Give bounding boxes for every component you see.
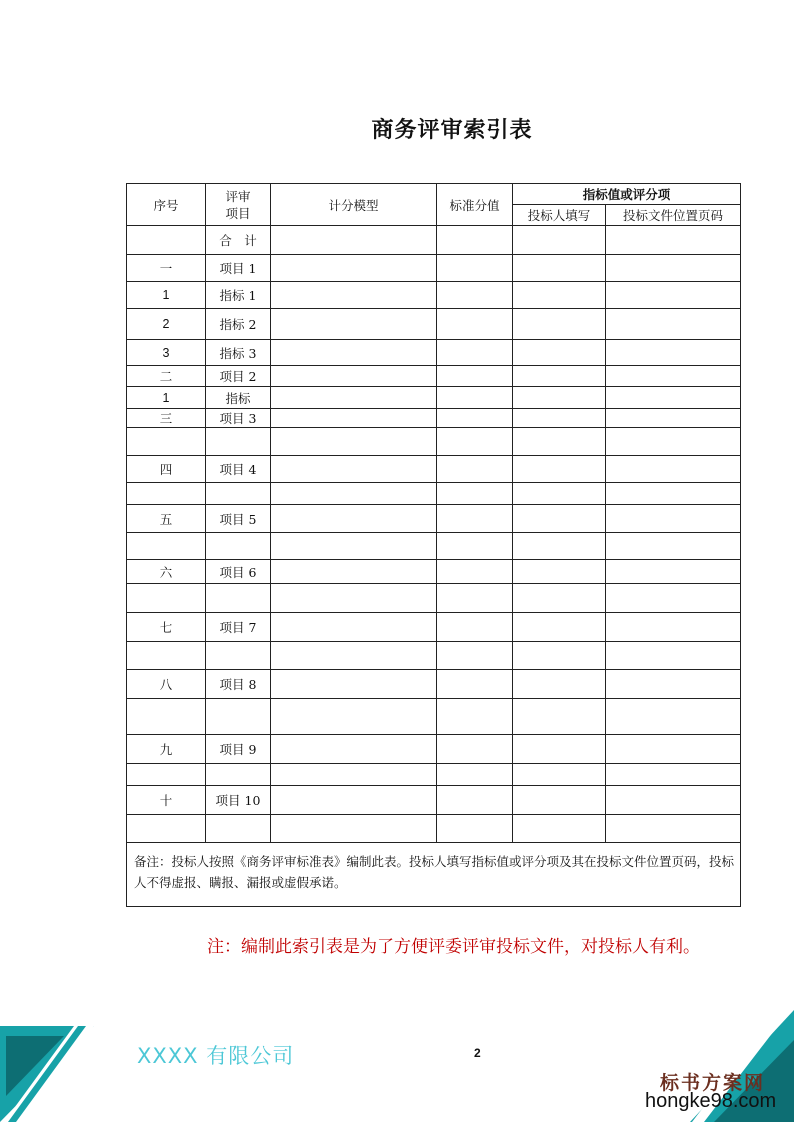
cell-standard-score	[437, 309, 513, 340]
index-table	[126, 183, 741, 907]
cell-page-location	[606, 815, 741, 843]
table-row	[127, 670, 741, 699]
cell-seq: 七	[127, 613, 206, 642]
cell-scoring-model	[271, 387, 437, 409]
cell-standard-score	[437, 642, 513, 670]
cell-review-item	[206, 815, 271, 843]
cell-review-item	[206, 533, 271, 560]
cell-page-location	[606, 366, 741, 387]
cell-scoring-model	[271, 642, 437, 670]
cell-scoring-model	[271, 309, 437, 340]
cell-page-location	[606, 309, 741, 340]
cell-review-item: 项目 8	[206, 670, 271, 699]
page-number: 2	[474, 1046, 481, 1060]
cell-page-location	[606, 699, 741, 735]
cell-scoring-model	[271, 699, 437, 735]
cell-bidder-fill	[513, 483, 606, 505]
cell-page-location	[606, 560, 741, 584]
cell-seq	[127, 699, 206, 735]
cell-standard-score	[437, 340, 513, 366]
cell-scoring-model	[271, 786, 437, 815]
header-seq: 序号	[127, 184, 206, 226]
cell-page-location	[606, 456, 741, 483]
cell-page-location	[606, 505, 741, 533]
cell-standard-score	[437, 387, 513, 409]
table-row	[127, 483, 741, 505]
table-row	[127, 255, 741, 282]
cell-page-location	[606, 483, 741, 505]
cell-seq	[127, 764, 206, 786]
footer-decoration-left	[0, 1026, 100, 1122]
table-remark: 备注：投标人按照《商务评审标准表》编制此表。投标人填写指标值或评分项及其在投标文件位置页码，投标人不得虚报、瞒报、漏报或虚假承诺。	[127, 843, 741, 907]
cell-bidder-fill	[513, 340, 606, 366]
cell-standard-score	[437, 613, 513, 642]
cell-standard-score	[437, 483, 513, 505]
cell-standard-score	[437, 764, 513, 786]
table-row	[127, 366, 741, 387]
cell-page-location	[606, 786, 741, 815]
cell-standard-score	[437, 560, 513, 584]
cell-seq	[127, 815, 206, 843]
cell-review-item: 项目 10	[206, 786, 271, 815]
cell-scoring-model	[271, 670, 437, 699]
cell-standard-score	[437, 226, 513, 255]
cell-standard-score	[437, 815, 513, 843]
cell-scoring-model	[271, 483, 437, 505]
cell-standard-score	[437, 428, 513, 456]
cell-review-item: 项目 6	[206, 560, 271, 584]
cell-seq: 二	[127, 366, 206, 387]
cell-standard-score	[437, 670, 513, 699]
table-body	[127, 226, 741, 843]
cell-seq: 一	[127, 255, 206, 282]
cell-page-location	[606, 226, 741, 255]
red-note: 注：编制此索引表是为了方便评委评审投标文件，对投标人有利。	[207, 937, 700, 957]
cell-bidder-fill	[513, 815, 606, 843]
cell-standard-score	[437, 456, 513, 483]
cell-bidder-fill	[513, 366, 606, 387]
table-row	[127, 584, 741, 613]
cell-seq: 1	[127, 387, 206, 409]
cell-standard-score	[437, 409, 513, 428]
cell-review-item: 合 计	[206, 226, 271, 255]
cell-review-item: 项目 1	[206, 255, 271, 282]
cell-scoring-model	[271, 505, 437, 533]
table-row	[127, 699, 741, 735]
cell-standard-score	[437, 584, 513, 613]
table-row	[127, 560, 741, 584]
cell-standard-score	[437, 282, 513, 309]
header-item-line1: 评审	[225, 188, 251, 204]
cell-page-location	[606, 642, 741, 670]
table-row	[127, 642, 741, 670]
cell-review-item: 项目 7	[206, 613, 271, 642]
company-name: XXXX 有限公司	[137, 1044, 295, 1068]
cell-standard-score	[437, 533, 513, 560]
cell-seq	[127, 642, 206, 670]
cell-scoring-model	[271, 533, 437, 560]
cell-seq: 十	[127, 786, 206, 815]
cell-bidder-fill	[513, 309, 606, 340]
cell-page-location	[606, 387, 741, 409]
cell-scoring-model	[271, 340, 437, 366]
cell-scoring-model	[271, 584, 437, 613]
page-title: 商务评审索引表	[371, 118, 533, 143]
cell-review-item	[206, 483, 271, 505]
cell-page-location	[606, 282, 741, 309]
cell-review-item: 项目 5	[206, 505, 271, 533]
header-item-line2: 项目	[225, 205, 251, 221]
cell-seq: 五	[127, 505, 206, 533]
table-row	[127, 226, 741, 255]
cell-seq: 九	[127, 735, 206, 764]
cell-review-item: 指标 3	[206, 340, 271, 366]
cell-seq: 1	[127, 282, 206, 309]
table-row	[127, 387, 741, 409]
cell-seq	[127, 584, 206, 613]
cell-review-item	[206, 584, 271, 613]
cell-bidder-fill	[513, 699, 606, 735]
cell-page-location	[606, 670, 741, 699]
cell-review-item: 指标 2	[206, 309, 271, 340]
cell-page-location	[606, 735, 741, 764]
header-review-item	[206, 184, 271, 226]
cell-review-item	[206, 764, 271, 786]
table-row	[127, 340, 741, 366]
header-page-location: 投标文件位置页码	[606, 205, 741, 226]
table-row	[127, 428, 741, 456]
header-bidder-fill: 投标人填写	[513, 205, 606, 226]
table-row	[127, 786, 741, 815]
header-standard-score: 标准分值	[437, 184, 513, 226]
cell-seq	[127, 533, 206, 560]
cell-page-location	[606, 428, 741, 456]
cell-standard-score	[437, 505, 513, 533]
cell-bidder-fill	[513, 670, 606, 699]
cell-scoring-model	[271, 764, 437, 786]
cell-scoring-model	[271, 226, 437, 255]
cell-bidder-fill	[513, 387, 606, 409]
cell-review-item: 项目 9	[206, 735, 271, 764]
cell-standard-score	[437, 699, 513, 735]
cell-seq: 四	[127, 456, 206, 483]
cell-seq	[127, 428, 206, 456]
cell-scoring-model	[271, 815, 437, 843]
cell-bidder-fill	[513, 255, 606, 282]
cell-standard-score	[437, 786, 513, 815]
cell-bidder-fill	[513, 533, 606, 560]
cell-bidder-fill	[513, 409, 606, 428]
cell-bidder-fill	[513, 226, 606, 255]
cell-bidder-fill	[513, 642, 606, 670]
watermark-title: 标书方案网	[660, 1072, 766, 1094]
cell-page-location	[606, 255, 741, 282]
header-indicator-group: 指标值或评分项	[513, 184, 741, 205]
cell-review-item	[206, 642, 271, 670]
cell-bidder-fill	[513, 786, 606, 815]
table-row	[127, 309, 741, 340]
cell-scoring-model	[271, 428, 437, 456]
table-row	[127, 815, 741, 843]
table-row	[127, 533, 741, 560]
cell-scoring-model	[271, 366, 437, 387]
cell-page-location	[606, 340, 741, 366]
cell-bidder-fill	[513, 613, 606, 642]
cell-standard-score	[437, 366, 513, 387]
cell-review-item: 指标 1	[206, 282, 271, 309]
cell-seq	[127, 483, 206, 505]
cell-seq: 六	[127, 560, 206, 584]
cell-seq: 2	[127, 309, 206, 340]
table-row	[127, 505, 741, 533]
watermark-url: hongke98.com	[645, 1090, 777, 1112]
cell-review-item: 项目 4	[206, 456, 271, 483]
table-row	[127, 282, 741, 309]
cell-standard-score	[437, 255, 513, 282]
table-row	[127, 456, 741, 483]
cell-scoring-model	[271, 409, 437, 428]
cell-seq: 八	[127, 670, 206, 699]
cell-scoring-model	[271, 613, 437, 642]
cell-seq	[127, 226, 206, 255]
cell-review-item	[206, 699, 271, 735]
cell-page-location	[606, 764, 741, 786]
cell-scoring-model	[271, 282, 437, 309]
cell-seq: 3	[127, 340, 206, 366]
cell-bidder-fill	[513, 456, 606, 483]
cell-bidder-fill	[513, 428, 606, 456]
cell-seq: 三	[127, 409, 206, 428]
cell-bidder-fill	[513, 560, 606, 584]
cell-page-location	[606, 409, 741, 428]
cell-bidder-fill	[513, 584, 606, 613]
cell-bidder-fill	[513, 282, 606, 309]
cell-page-location	[606, 533, 741, 560]
cell-bidder-fill	[513, 505, 606, 533]
cell-page-location	[606, 584, 741, 613]
header-scoring-model: 计分模型	[271, 184, 437, 226]
cell-scoring-model	[271, 560, 437, 584]
cell-scoring-model	[271, 735, 437, 764]
cell-review-item: 指标	[206, 387, 271, 409]
table-row	[127, 735, 741, 764]
cell-bidder-fill	[513, 764, 606, 786]
cell-scoring-model	[271, 255, 437, 282]
cell-review-item: 项目 3	[206, 409, 271, 428]
table-row	[127, 613, 741, 642]
table-row	[127, 764, 741, 786]
cell-scoring-model	[271, 456, 437, 483]
table-row	[127, 409, 741, 428]
cell-review-item	[206, 428, 271, 456]
cell-bidder-fill	[513, 735, 606, 764]
cell-review-item: 项目 2	[206, 366, 271, 387]
cell-standard-score	[437, 735, 513, 764]
cell-page-location	[606, 613, 741, 642]
